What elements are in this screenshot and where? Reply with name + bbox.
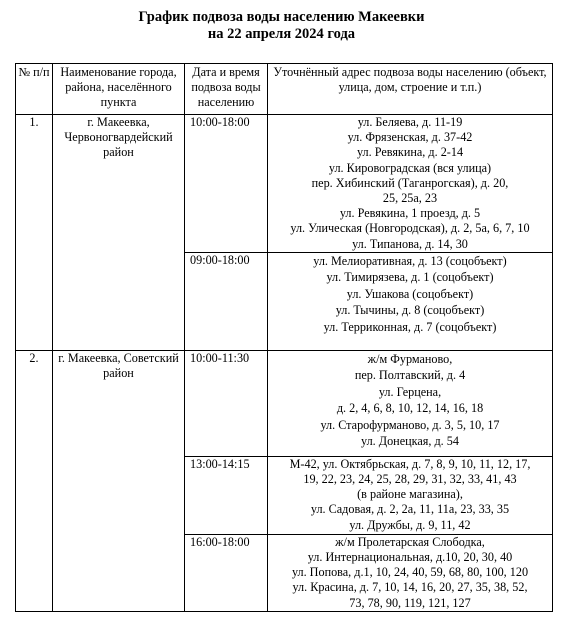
address-line: ул. Ревякина, 1 проезд, д. 5 <box>339 206 481 221</box>
address-line: (в районе магазина), <box>357 487 463 502</box>
title-line-2: на 22 апреля 2024 года <box>207 26 356 42</box>
title-line-1: График подвоза воды населению Макеевки <box>138 9 425 25</box>
address-line: пер. Хибинский (Таганрогская), д. 20, <box>311 175 509 190</box>
address-line: ул. Донецкая, д. 54 <box>361 434 459 449</box>
slot-addresses <box>268 350 553 456</box>
address-line: ул. Попова, д.1, 10, 24, 40, 59, 68, 80, 100, 120 <box>291 565 529 580</box>
row-number: 2. <box>16 350 53 611</box>
address-line: ул. Мелиоративная, д. 13 (соцобъект) <box>313 253 507 268</box>
address-line: ул. Терриконная, д. 7 (соцобъект) <box>323 319 497 334</box>
water-delivery-schedule-table <box>15 63 553 612</box>
address-line: ул. Садовая, д. 2, 2а, 11, 11а, 23, 33, 35 <box>310 502 510 517</box>
header-city: Наименование города, района, населённого пункта <box>53 64 185 115</box>
address-line: 19, 22, 23, 24, 25, 28, 29, 31, 32, 33, 41, 43 <box>303 472 517 487</box>
slot-addresses <box>268 456 553 534</box>
address-line: ул. Герцена, <box>378 384 442 399</box>
address-line: ул. Ревякина, д. 2-14 <box>356 145 464 160</box>
slot-time: 10:00-11:30 <box>185 350 268 456</box>
address-line: ул. Интернациональная, д.10, 20, 30, 40 <box>307 550 513 565</box>
document-title <box>0 9 563 43</box>
row-number: 1. <box>16 115 53 351</box>
slot-addresses <box>268 252 553 350</box>
address-line: ж/м Пролетарская Слободка, <box>335 534 485 549</box>
address-line: ул. Тычины, д. 8 (соцобъект) <box>335 303 485 318</box>
address-line: 73, 78, 90, 119, 121, 127 <box>349 595 471 610</box>
slot-time: 16:00-18:00 <box>185 534 268 611</box>
slot-addresses <box>268 115 553 253</box>
slot-time: 13:00-14:15 <box>185 456 268 534</box>
address-line: ул. Улическая (Новгородская), д. 2, 5а, 6, 7, 10 <box>290 221 530 236</box>
slot-time: 10:00-18:00 <box>185 115 268 253</box>
address-line: 25, 25а, 23 <box>382 191 438 206</box>
row-city: г. Макеевка, Советский район <box>53 350 185 611</box>
address-line: ул. Тимирязева, д. 1 (соцобъект) <box>326 270 494 285</box>
address-line: ул. Красина, д. 7, 10, 14, 16, 20, 27, 35, 38, 52, <box>292 580 528 595</box>
header-time: Дата и время подвоза воды населению <box>185 64 268 115</box>
table-header-row <box>16 64 553 115</box>
address-line: ул. Ушакова (соцобъект) <box>346 286 474 301</box>
header-num: № п/п <box>16 64 53 115</box>
slot-addresses <box>268 534 553 611</box>
address-line: пер. Полтавский, д. 4 <box>354 368 466 383</box>
address-line: ул. Дружбы, д. 9, 11, 42 <box>349 517 471 532</box>
address-line: ул. Фрязенская, д. 37-42 <box>347 130 473 145</box>
address-line: ул. Старофурманово, д. 3, 5, 10, 17 <box>320 417 500 432</box>
address-line: ул. Типанова, д. 14, 30 <box>352 236 468 251</box>
header-address: Уточнённый адрес подвоза воды населению (объект, улица, дом, строение и т.п.) <box>268 64 553 115</box>
address-line: ул. Беляева, д. 11-19 <box>357 115 463 129</box>
table-row <box>16 115 553 253</box>
address-line: ул. Кировоградская (вся улица) <box>328 160 492 175</box>
address-line: М-42, ул. Октябрьская, д. 7, 8, 9, 10, 11, 12, 17, <box>289 456 531 471</box>
slot-time: 09:00-18:00 <box>185 252 268 350</box>
address-line: ж/м Фурманово, <box>367 351 453 366</box>
table-row <box>16 350 553 456</box>
row-city: г. Макеевка, Червоногвардейский район <box>53 115 185 351</box>
address-line: д. 2, 4, 6, 8, 10, 12, 14, 16, 18 <box>336 401 484 416</box>
